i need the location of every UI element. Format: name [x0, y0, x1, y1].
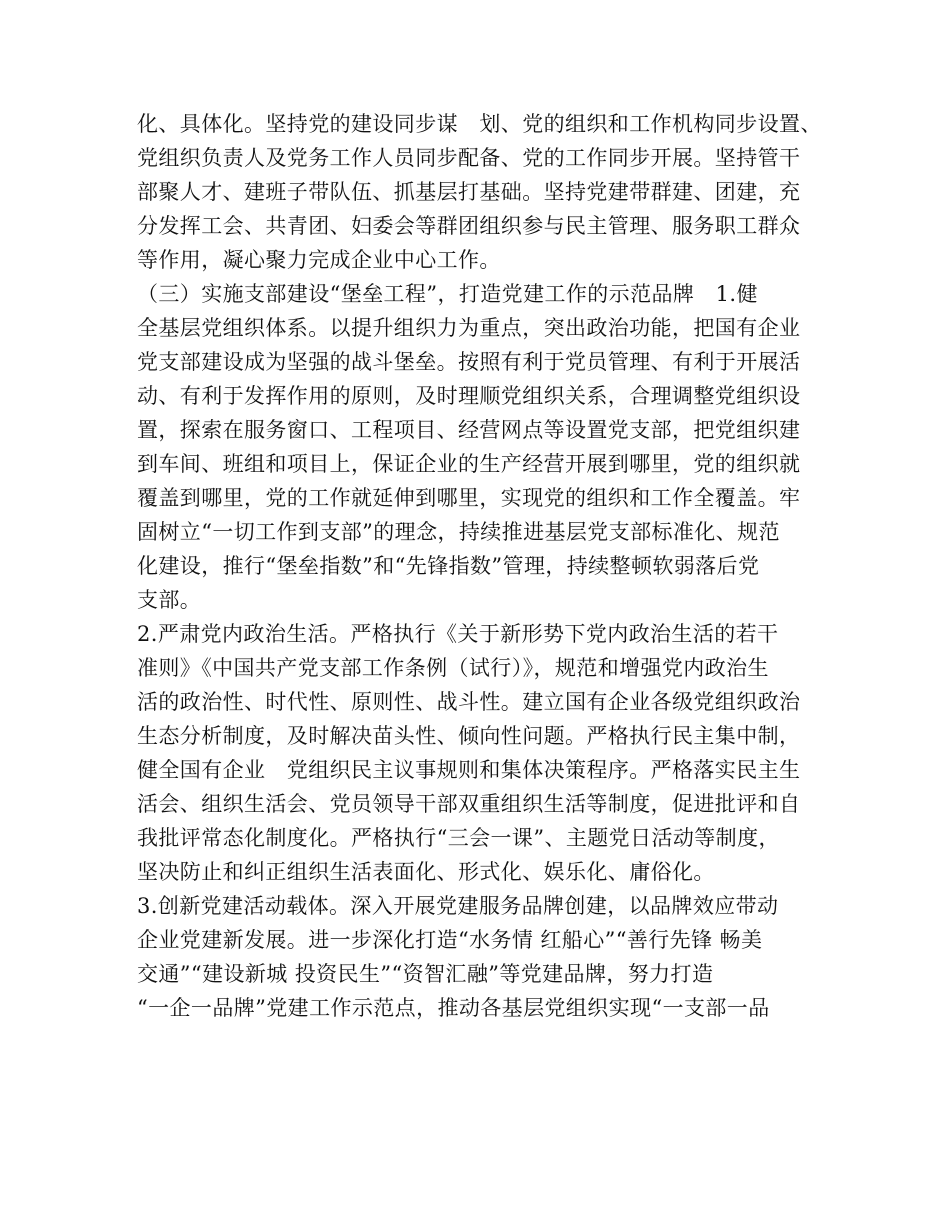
section-heading-line: （三）实施支部建设“堡垒工程”，打造党建工作的示范品牌 1.健 [137, 282, 758, 306]
text-line: 交通”“建设新城 投资民生”“资智汇融”等党建品牌，努力打造 [137, 962, 714, 986]
text-line: 支部。 [137, 588, 202, 612]
text-line: 化建设，推行“堡垒指数”和“先锋指数”管理，持续整顿软弱落后党 [137, 554, 760, 578]
text-line: 活会、组织生活会、党员领导干部双重组织生活等制度，促进批评和自 [137, 792, 801, 816]
text-line: 党支部建设成为坚强的战斗堡垒。按照有利于党员管理、有利于开展活 [137, 350, 801, 374]
text-line: 到车间、班组和项目上，保证企业的生产经营开展到哪里，党的组织就 [137, 452, 801, 476]
text-line: 活的政治性、时代性、原则性、战斗性。建立国有企业各级党组织政治 [137, 690, 801, 714]
numbered-item-line: 2.严肃党内政治生活。严格执行《关于新形势下党内政治生活的若干 [137, 622, 779, 646]
text-line: 置，探索在服务窗口、工程项目、经营网点等设置党支部，把党组织建 [137, 418, 801, 442]
numbered-item-line: 3.创新党建活动载体。深入开展党建服务品牌创建，以品牌效应带动 [137, 894, 779, 918]
text-line: 生态分析制度，及时解决苗头性、倾向性问题。严格执行民主集中制， [137, 724, 801, 748]
text-line: 健全国有企业 党组织民主议事规则和集体决策程序。严格落实民主生 [137, 758, 801, 782]
text-line: 企业党建新发展。进一步深化打造“水务情 红船心”“善行先锋 畅美 [137, 928, 763, 952]
text-line: 等作用，凝心聚力完成企业中心工作。 [137, 248, 501, 272]
text-line: 全基层党组织体系。以提升组织力为重点，突出政治功能，把国有企业 [137, 316, 801, 340]
text-line: “一企一品牌”党建工作示范点，推动各基层党组织实现“一支部一品 [137, 996, 770, 1020]
text-line: 固树立“一切工作到支部”的理念，持续推进基层党支部标准化、规范 [137, 520, 780, 544]
text-line: 坚决防止和纠正组织生活表面化、形式化、娱乐化、庸俗化。 [137, 860, 715, 884]
text-line: 党组织负责人及党务工作人员同步配备、党的工作同步开展。坚持管干 [137, 146, 801, 170]
text-line: 动、有利于发挥作用的原则，及时理顺党组织关系，合理调整党组织设 [137, 384, 801, 408]
text-line: 准则》《中国共产党支部工作条例（试行）》，规范和增强党内政治生 [137, 656, 769, 680]
text-line: 我批评常态化制度化。严格执行“三会一课”、主题党日活动等制度， [137, 826, 780, 850]
text-line: 分发挥工会、共青团、妇委会等群团组织参与民主管理、服务职工群众 [137, 214, 801, 238]
text-line: 化、具体化。坚持党的建设同步谋 划、党的组织和工作机构同步设置、 [137, 112, 822, 136]
text-line: 覆盖到哪里，党的工作就延伸到哪里，实现党的组织和工作全覆盖。牢 [137, 486, 801, 510]
text-line: 部聚人才、建班子带队伍、抓基层打基础。坚持党建带群建、团建，充 [137, 180, 801, 204]
